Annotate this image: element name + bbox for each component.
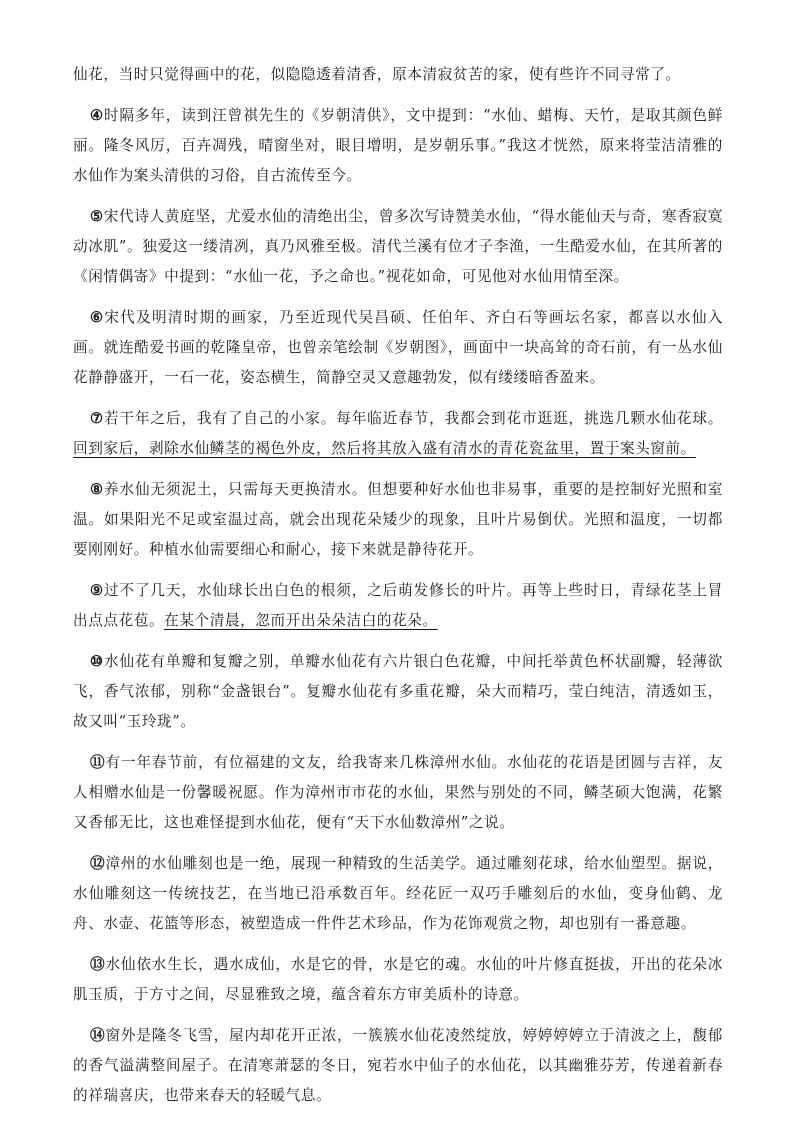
paragraph-continued	[73, 60, 723, 90]
paragraph-text: 有一年春节前，有位福建的文友，给我寄来几株漳州水仙。水仙花的花语是团圆与吉祥，友人相赠水仙是一份馨暖祝愿。作为漳州市市花的水仙，果然与别处的不同，鳞茎硕大饱满，花繁又香郁无比，这也难怪提到水仙花，便有“天下水仙数漳州”之说。	[73, 754, 723, 831]
paragraph-5	[73, 202, 723, 292]
paragraph-number: ⑧	[90, 481, 104, 498]
paragraph-text: 漳州的水仙雕刻也是一绝，展现一种精致的生活美学。通过雕刻花球，给水仙塑型。据说，水仙雕刻这一传统技艺，在当地已沿承数百年。经花匠一双巧手雕刻后的水仙，变身仙鹤、龙舟、水壶、花篮等形态，被塑造成一件件艺术珍品，作为花饰观赏之物，却也别有一番意趣。	[73, 855, 723, 932]
paragraph-text: 宋代诗人黄庭坚，尤爱水仙的清绝出尘，曾多次写诗赞美水仙，“得水能仙天与奇，寒香寂寞动冰肌”。独爱这一缕清冽，真乃风雅至极。清代兰溪有位才子李渔，一生酷爱水仙，在其所著的《闲情偶寄》中提到：“水仙一花，予之命也。”视花如命，可见他对水仙用情至深。	[73, 208, 723, 285]
underlined-sentence: 回到家后，剥除水仙鳞茎的褐色外皮，然后将其放入盛有清水的青花瓷盆里，置于案头窗前。	[73, 440, 696, 457]
paragraph-13	[73, 950, 723, 1010]
paragraph-text: 水仙依水生长，遇水成仙，水是它的骨，水是它的魂。水仙的叶片修直挺拔，开出的花朵冰肌玉质，于方寸之间，尽显雅致之境，蕴含着东方审美质朴的诗意。	[73, 956, 723, 1003]
paragraph-number: ⑫	[90, 855, 106, 872]
paragraph-14	[73, 1021, 723, 1111]
article-body	[73, 60, 723, 1122]
paragraph-number: ④	[90, 107, 104, 124]
paragraph-number: ⑥	[90, 309, 105, 326]
paragraph-number: ⑪	[90, 754, 106, 771]
paragraph-text: 窗外是隆冬飞雪，屋内却花开正浓，一簇簇水仙花凌然绽放，婷婷婷婷立于清波之上，馥郁的香气溢满整间屋子。在清寒萧瑟的冬日，宛若水中仙子的水仙花，以其幽雅芬芳，传递着新春的祥瑞喜庆，也带来春天的轻暖气息。	[73, 1027, 723, 1104]
paragraph-text: 过不了几天，水仙球长出白色的根须，之后萌发修长的叶片。再等上些时日，青绿花茎上冒出点点花苞。	[73, 582, 723, 629]
paragraph-4	[73, 101, 723, 191]
paragraph-12	[73, 849, 723, 939]
paragraph-number: ⑩	[90, 653, 104, 670]
paragraph-text: 养水仙无须泥土，只需每天更换清水。但想要种好水仙也非易事，重要的是控制好光照和室温。如果阳光不足或室温过高，就会出现花朵矮少的现象，且叶片易倒伏。光照和温度，一切都要刚刚好。种植水仙需要细心和耐心，接下来就是静待花开。	[73, 481, 723, 558]
paragraph-text: 若干年之后，我有了自己的小家。每年临近春节，我都会到花市逛逛，挑选几颗水仙花球。	[103, 410, 723, 427]
paragraph-number: ⑬	[90, 956, 106, 973]
paragraph-number: ⑨	[90, 582, 104, 599]
paragraph-7	[73, 404, 723, 464]
paragraph-9	[73, 576, 723, 636]
paragraph-11	[73, 748, 723, 838]
paragraph-text: 水仙花有单瓣和复瓣之别，单瓣水仙花有六片银白色花瓣，中间托举黄色杯状副瓣，轻薄欲飞，香气浓郁，别称“金盏银台”。复瓣水仙花有多重花瓣，朵大而精巧，莹白纯洁，清透如玉，故又叫“玉玲珑”。	[73, 653, 723, 730]
paragraph-number: ⑤	[90, 208, 104, 225]
paragraph-text: 仙花，当时只觉得画中的花，似隐隐透着清香，原本清寂贫苦的家，使有些许不同寻常了。	[73, 66, 681, 83]
paragraph-text: 时隔多年，读到汪曾祺先生的《岁朝清供》，文中提到：“水仙、蜡梅、天竹，是取其颜色鲜丽。隆冬风厉，百卉凋残，晴窗坐对，眼目增明，是岁朝乐事。”我这才恍然，原来将莹洁清雅的水仙作为案头清供的习俗，自古流传至今。	[73, 107, 724, 184]
paragraph-text: 宋代及明清时期的画家，乃至近现代吴昌硕、任伯年、齐白石等画坛名家，都喜以水仙入画。就连酷爱书画的乾隆皇帝，也曾亲笔绘制《岁朝图》，画面中一块高耸的奇石前，有一丛水仙花静静盛开，一石一花，姿态横生，简静空灵又意趣勃发，似有缕缕暗香盈来。	[73, 309, 723, 386]
paragraph-number: ⑦	[90, 410, 104, 427]
paragraph-6	[73, 303, 723, 393]
paragraph-number: ⑭	[90, 1027, 106, 1044]
paragraph-8	[73, 475, 723, 565]
underlined-sentence: 在某个清晨，忽而开出朵朵洁白的花朵。	[164, 612, 438, 629]
paragraph-10	[73, 647, 723, 737]
